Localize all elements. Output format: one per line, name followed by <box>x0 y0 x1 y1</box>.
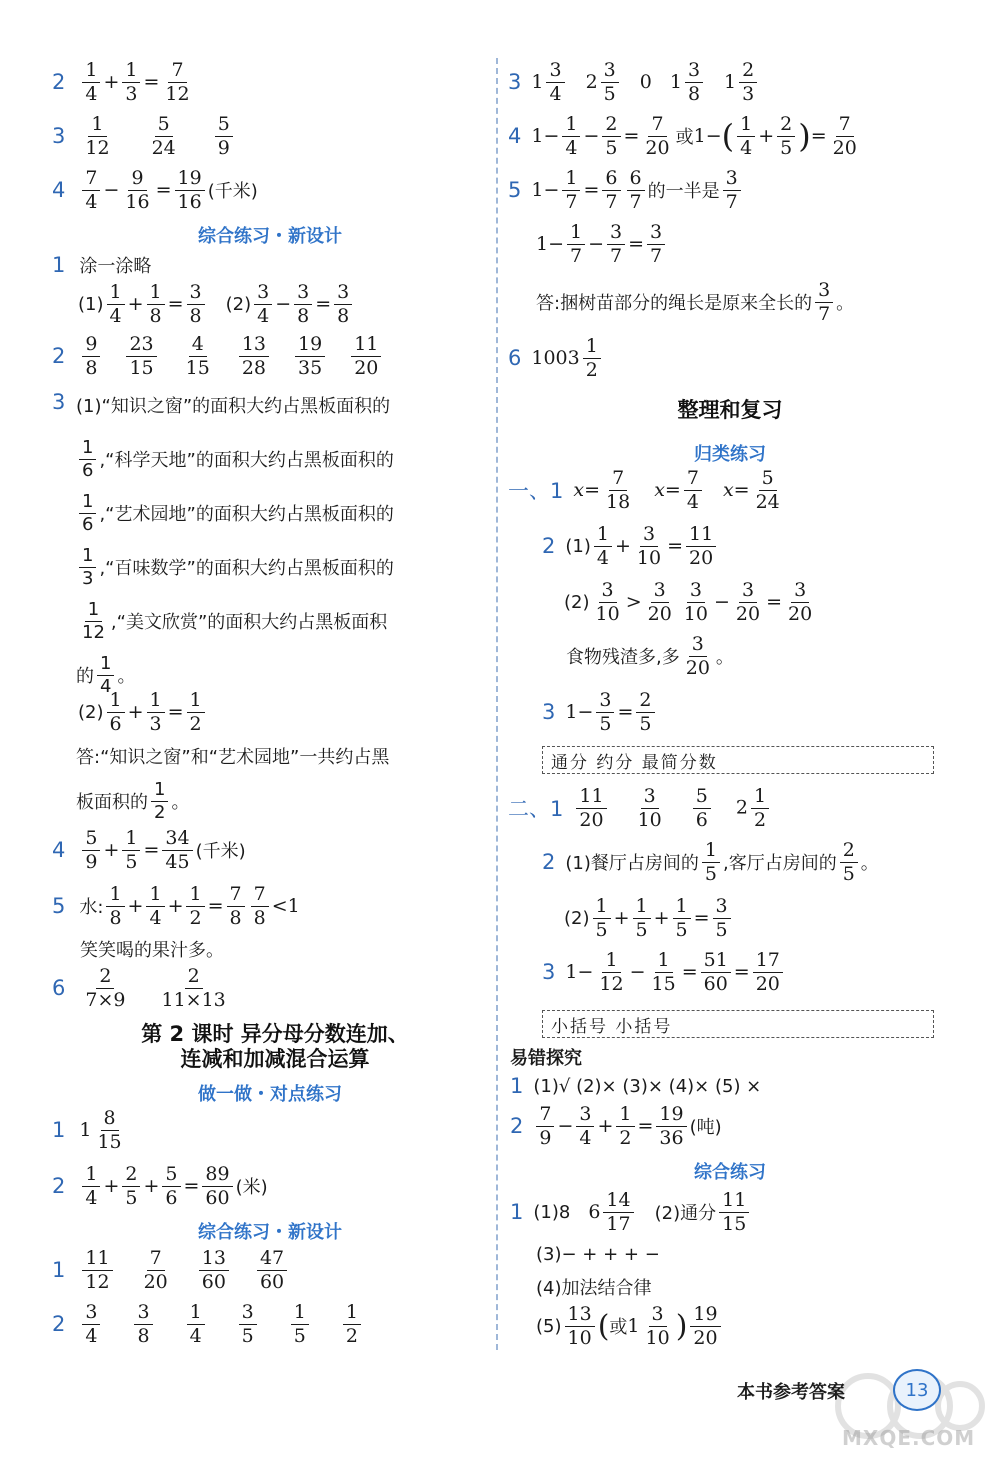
left-answer-5-conclusion: 笑笑喝的果汁多。 <box>80 940 224 961</box>
comprehensive-q1-row4: (4)加法结合律 <box>536 1278 652 1299</box>
left-answer-1-equations: (1) $\frac{1}{4}$ + $\frac{1}{8}$ = $\frac{3}{8}$ (2) $\frac{3}{4}$ − $\frac{3}{8}$ = $\frac{3}{8}$ <box>78 282 355 327</box>
left-answer-3-conclusion: 答:“知识之窗”和“艺术园地”一共约占黑 板面积的 $\frac{1}{2}$ 。 <box>76 747 390 823</box>
left-answer-2-fracs: 2 $\frac{9}{8}$ $\frac{23}{15}$ $\frac{4}{15}$ $\frac{13}{28}$ $\frac{19}{35}$ $\frac{11}{20}$ <box>52 334 384 379</box>
comprehensive-q1-row5: (5) $\frac{13}{10}$ ( 或 1 $\frac{3}{10}$ ) $\frac{19}{20}$ <box>536 1304 724 1349</box>
right-section1-q1: 一、1 x = $\frac{7}{18}$ x = $\frac{7}{4}$ x = $\frac{5}{24}$ <box>508 467 780 513</box>
right-section2-q2-part2: (2) $\frac{1}{5}$ + $\frac{1}{5}$ + $\frac{1}{5}$ = $\frac{3}{5}$ <box>564 896 734 941</box>
lesson-title: 第 2 课时 异分母分数连加、 连减和加减混合运算 <box>141 1022 409 1072</box>
right-answer-5: 5 1 − $\frac{1}{7}$ = $\frac{6}{7}$ $\frac{6}{7}$ 的一半是 $\frac{3}{7}$ <box>508 168 744 213</box>
section-heading-comprehensive-1: 综合练习・新设计 <box>198 226 342 247</box>
left-comprehensive-2: 2 $\frac{3}{4}$ $\frac{3}{8}$ $\frac{1}{4}$ $\frac{3}{5}$ $\frac{1}{5}$ $\frac{1}{2}$ <box>52 1302 364 1347</box>
section-heading-practice: 做一做・对点练习 <box>198 1084 342 1105</box>
watermark-text: MXQE.COM <box>842 1426 976 1450</box>
comprehensive-q1-row1: 1 (1)8 6 $\frac{14}{17}$ (2)通分 $\frac{11}{15}$ <box>510 1190 752 1235</box>
right-section2-q3: 3 1 − $\frac{1}{12}$ − $\frac{1}{15}$ = $\frac{51}{60}$ = $\frac{17}{20}$ <box>542 950 786 995</box>
comprehensive-practice-heading: 综合练习 <box>694 1162 766 1183</box>
review-heading: 整理和复习 <box>677 398 783 422</box>
left-answer-4: 4 $\frac{7}{4}$ − $\frac{9}{16}$ = $\frac{19}{16}$ (千米) <box>52 167 258 213</box>
left-practice-1: 1 1 $\frac{8}{15}$ <box>52 1107 122 1153</box>
left-comprehensive-1: 1 $\frac{11}{12}$ $\frac{7}{20}$ $\frac{13}{60}$ $\frac{47}{60}$ <box>52 1248 290 1293</box>
right-answer-5-conclusion: 答:捆树苗部分的绳长是原来全长的 $\frac{3}{7}$ 。 <box>536 279 855 325</box>
right-answer-6: 6 1003 $\frac{1}{2}$ <box>508 336 604 381</box>
comprehensive-q1-row3: (3)− + + + − <box>536 1244 660 1265</box>
left-answer-3: 3 $\frac{1}{12}$ $\frac{5}{24}$ $\frac{5}{9}$ <box>52 114 236 159</box>
keyword-box-1: 通分 约分 最简分数 <box>542 746 934 774</box>
left-answer-3-part2: (2) $\frac{1}{6}$ + $\frac{1}{3}$ = $\frac{1}{2}$ <box>78 690 208 735</box>
left-answer-3-paragraph: (1)“知识之窗”的面积大约占黑板面积的 $\frac{1}{6}$ ,“科学天地”的面积大约占黑板面积的 $\frac{1}{6}$ ,“艺术园地”的面积大约占黑板面积的 $\frac{1}{3}$ ,“百味数学”的面积大约占黑板面积的 $\frac{1}{12}$ ,“美文欣赏”的面积大约占黑板面积 的 $\frac{1}{4}$ 。 <box>76 396 394 697</box>
right-answer-4: 4 1 − $\frac{1}{4}$ − $\frac{2}{5}$ = $\frac{7}{20}$ 或 1 − ( $\frac{1}{4}$ + $\frac{2}{5}$ ) = $\frac{7}{20}$ <box>508 113 857 159</box>
right-section1-q2-conclusion: 食物残渣多,多 $\frac{3}{20}$ 。 <box>566 633 734 679</box>
left-answer-6: 6 $\frac{2}{7\times 9}$ $\frac{2}{11\times 13}$ <box>52 965 226 1011</box>
left-answer-5-water: 5 水: $\frac{1}{8}$ + $\frac{1}{4}$ + $\frac{1}{2}$ = $\frac{7}{8}$ $\frac{7}{8}$ <1 <box>52 883 300 929</box>
column-divider <box>496 58 498 1350</box>
category-practice-heading: 归类练习 <box>694 444 766 465</box>
right-section2-q2-part1: 2 (1)餐厅占房间的 $\frac{1}{5}$ ,客厅占房间的 $\frac{2}{5}$ 。 <box>542 839 879 885</box>
left-answer-4-sum: 4 $\frac{5}{9}$ + $\frac{1}{5}$ = $\frac{34}{45}$ (千米) <box>52 827 246 873</box>
right-section2-q1: 二、1 $\frac{11}{20}$ $\frac{3}{10}$ $\frac{5}{6}$ 2 $\frac{1}{2}$ <box>508 786 772 831</box>
footer-answer-label: 本书参考答案 <box>737 1382 845 1403</box>
right-answer-3: 3 1 $\frac{3}{4}$ 2 $\frac{3}{5}$ 0 1 $\frac{3}{8}$ 1 $\frac{2}{3}$ <box>508 60 760 105</box>
error-explore-q2: 2 $\frac{7}{9}$ − $\frac{3}{4}$ + $\frac{1}{2}$ = $\frac{19}{36}$ (吨) <box>510 1103 722 1149</box>
left-question-3-number: 3 <box>52 390 66 414</box>
left-answer-1-color: 1 涂一涂略 <box>52 253 152 277</box>
page-number-badge: 13 <box>893 1369 941 1411</box>
right-section1-q2-part1: 2 (1) $\frac{1}{4}$ + $\frac{3}{10}$ = $\frac{11}{20}$ <box>542 524 719 569</box>
right-section1-q3: 3 1 − $\frac{3}{5}$ = $\frac{2}{5}$ <box>542 690 658 735</box>
section-heading-comprehensive-2: 综合练习・新设计 <box>198 1222 342 1243</box>
right-section1-q2-part2: (2) $\frac{3}{10}$ > $\frac{3}{20}$ $\frac{3}{10}$ − $\frac{3}{20}$ = $\frac{3}{20}$ <box>564 579 813 625</box>
left-practice-2: 2 $\frac{1}{4}$ + $\frac{2}{5}$ + $\frac{5}{6}$ = $\frac{89}{60}$ (米) <box>52 1163 268 1209</box>
left-answer-2: 2 $\frac{1}{4}$ + $\frac{1}{3}$ = $\frac{7}{12}$ <box>52 59 190 105</box>
error-explore-q1: 1 (1)√ (2)× (3)× (4)× (5) × <box>510 1074 762 1098</box>
keyword-box-2: 小括号 小括号 <box>542 1010 934 1038</box>
error-explore-heading: 易错探究 <box>510 1048 582 1069</box>
right-answer-5-step2: 1 − $\frac{1}{7}$ − $\frac{3}{7}$ = $\frac{3}{7}$ <box>536 222 668 267</box>
